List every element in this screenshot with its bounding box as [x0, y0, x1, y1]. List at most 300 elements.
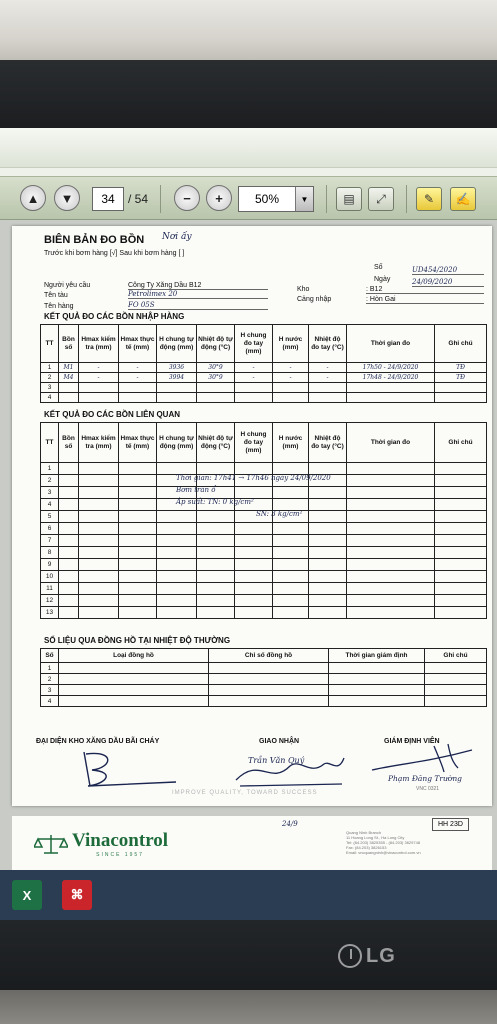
col-header: H chung đo tay (mm) [235, 423, 273, 463]
table-cell [273, 383, 309, 393]
table-cell [347, 499, 435, 511]
signature-label-delivery: GIAO NHẬN [259, 738, 300, 745]
table-cell: 4 [41, 696, 59, 707]
table-cell [59, 559, 79, 571]
table-cell [329, 696, 425, 707]
table-cell [235, 583, 273, 595]
col-header: Ghi chú [435, 325, 487, 363]
table-cell [119, 523, 157, 535]
col-header: H chung đo tay (mm) [235, 325, 273, 363]
table-cell [309, 487, 347, 499]
signature-delivery-name: Trần Văn Quý [248, 756, 305, 765]
scales-icon [34, 833, 68, 855]
col-header: Thời gian đo [347, 325, 435, 363]
brand-name: Vinacontrol [72, 830, 169, 851]
table-cell [435, 607, 487, 619]
table-cell [79, 547, 119, 559]
table-cell [157, 383, 197, 393]
col-header: Hmax kiểm tra (mm) [79, 423, 119, 463]
table-cell [435, 511, 487, 523]
table-cell [157, 523, 197, 535]
table-cell [435, 583, 487, 595]
table-cell: 1 [41, 363, 59, 373]
table-cell [197, 535, 235, 547]
toolbar-divider [406, 185, 407, 213]
table-cell [309, 559, 347, 571]
brand-since: SINCE 1957 [96, 852, 144, 858]
table-cell [79, 523, 119, 535]
zoom-value: 50% [254, 192, 280, 206]
table-cell [435, 523, 487, 535]
table-cell [235, 535, 273, 547]
table-cell [309, 511, 347, 523]
signature-label-warehouse: ĐẠI DIỆN KHO XĂNG DẦU BÃI CHÁY [36, 738, 160, 745]
address-line: 11 Hoang Long St., Ha Long City [346, 835, 405, 840]
table-cell [209, 674, 329, 685]
table-cell [235, 393, 273, 403]
related-remark-pressure: Áp suất: TN: 0 kg/cm² [176, 498, 254, 506]
table-cell: 4 [41, 393, 59, 403]
table-cell [435, 487, 487, 499]
address-line: Quang Ninh Branch [346, 830, 382, 835]
table-cell [59, 523, 79, 535]
table-cell [425, 696, 487, 707]
table-cell: 3994 [157, 373, 197, 383]
table-cell [119, 535, 157, 547]
table-cell [79, 535, 119, 547]
table-cell [119, 607, 157, 619]
table-cell [309, 607, 347, 619]
signature-label-surveyor: GIÁM ĐỊNH VIÊN [384, 738, 440, 745]
signature-delivery [230, 746, 350, 790]
table-cell: 30°9 [197, 363, 235, 373]
table-cell [435, 535, 487, 547]
address-line: Tel: (84.203) 3825355 - (84.203) 3629748 [346, 840, 421, 845]
table-cell [309, 547, 347, 559]
monitor-bezel-top [0, 60, 497, 134]
handwritten-title-note: Nơi ấy [162, 232, 192, 242]
next-page-button[interactable]: ▼ [54, 185, 80, 211]
table-row [41, 595, 487, 607]
table-cell: 13 [41, 607, 59, 619]
table-cell [435, 571, 487, 583]
table-cell: 11 [41, 583, 59, 595]
table-cell [273, 463, 309, 475]
table-row [41, 393, 487, 403]
table-cell: - [309, 363, 347, 373]
table-cell [273, 559, 309, 571]
warehouse-label: Kho [297, 286, 310, 293]
slogan-text: IMPROVE QUALITY, TOWARD SUCCESS [172, 790, 318, 796]
col-header: Bồn số [59, 423, 79, 463]
table-cell [59, 583, 79, 595]
table-cell: 3936 [157, 363, 197, 373]
port-label: Cảng nhập [297, 296, 332, 303]
document-title: BIÊN BẢN ĐO BỒN [44, 234, 145, 246]
col-header: Ghi chú [435, 423, 487, 463]
table-cell [347, 595, 435, 607]
monitor-screen [0, 128, 497, 920]
table-cell [157, 559, 197, 571]
port-value: : Hòn Gai [366, 296, 484, 304]
product-value: FO 05S [128, 301, 268, 310]
table-row [41, 363, 487, 373]
ship-name-label: Tên tàu [44, 292, 68, 299]
table-cell [157, 535, 197, 547]
related-remark-overflow: Bơm tràn ổ [176, 486, 216, 494]
table-cell [59, 685, 209, 696]
table-row [41, 607, 487, 619]
col-header: TT [41, 325, 59, 363]
table-cell [235, 487, 273, 499]
table-cell [347, 511, 435, 523]
col-header: Chỉ số đồng hồ [209, 649, 329, 663]
table-cell: 3 [41, 487, 59, 499]
ngay-label: Ngày [374, 276, 391, 283]
table-cell [197, 607, 235, 619]
table-header-row [41, 423, 487, 463]
table-row [41, 583, 487, 595]
page-total: / 54 [128, 192, 149, 206]
table-cell [119, 571, 157, 583]
col-header: Số [41, 649, 59, 663]
table-cell [235, 523, 273, 535]
table-cell [197, 393, 235, 403]
taskbar [0, 870, 497, 920]
table-cell [435, 383, 487, 393]
table-cell [197, 463, 235, 475]
table-cell: TĐ [435, 363, 487, 373]
col-header: Thời gian giám định [329, 649, 425, 663]
table-row [41, 685, 487, 696]
table-cell [435, 547, 487, 559]
table-cell [119, 583, 157, 595]
table-cell [197, 383, 235, 393]
related-tanks-table [40, 422, 487, 619]
table-cell [59, 511, 79, 523]
table-cell [273, 595, 309, 607]
table-cell [59, 674, 209, 685]
meter-table [40, 648, 487, 707]
table-cell: 8 [41, 547, 59, 559]
warehouse-value: : B12 [366, 286, 484, 294]
col-header: H nước (mm) [273, 325, 309, 363]
table-cell [309, 383, 347, 393]
table-cell [197, 547, 235, 559]
requester-value: Công Ty Xăng Dầu B12 [128, 282, 268, 290]
col-header: Hmax thực tế (mm) [119, 325, 157, 363]
pdf-toolbar [0, 176, 497, 220]
table-cell: - [273, 363, 309, 373]
table-cell [119, 475, 157, 487]
table-cell [273, 393, 309, 403]
table-cell: - [119, 363, 157, 373]
table-cell [347, 547, 435, 559]
col-header: Ghi chú [425, 649, 487, 663]
table-cell [347, 393, 435, 403]
related-remark-time: Thời gian: 17h41 → 17h46 ngày 24/09/2020 [176, 474, 331, 482]
chevron-down-icon[interactable]: ▼ [295, 187, 313, 211]
table-cell [59, 499, 79, 511]
so-label: Số [374, 264, 383, 271]
table-cell [79, 571, 119, 583]
table-cell [209, 696, 329, 707]
table-cell [309, 393, 347, 403]
col-header: H chung tự động (mm) [157, 325, 197, 363]
table-cell [235, 595, 273, 607]
table-cell [197, 571, 235, 583]
table-cell [157, 595, 197, 607]
fullscreen-icon[interactable]: ⤢ [368, 187, 394, 211]
table-cell [59, 463, 79, 475]
so-value: UD454/2020 [412, 266, 484, 275]
table-cell: 12 [41, 595, 59, 607]
table-cell [347, 463, 435, 475]
table-cell [79, 487, 119, 499]
form-code-box: HH 23D [432, 818, 469, 831]
table-cell [235, 571, 273, 583]
table-cell [119, 463, 157, 475]
col-header: Nhiệt độ tự động (°C) [197, 325, 235, 363]
table-cell [59, 487, 79, 499]
col-header: Thời gian đo [347, 423, 435, 463]
table-cell: TĐ [435, 373, 487, 383]
pdf-icon[interactable]: ⌘ [62, 880, 92, 910]
table-cell [347, 535, 435, 547]
table-row [41, 487, 487, 499]
table-cell [119, 547, 157, 559]
table-cell [347, 571, 435, 583]
requester-label: Người yêu cầu [44, 282, 91, 289]
fit-page-icon[interactable]: ▤ [336, 187, 362, 211]
table-cell: 17h50 - 24/9/2020 [347, 363, 435, 373]
table-cell [347, 487, 435, 499]
table-cell [347, 559, 435, 571]
table-cell [235, 383, 273, 393]
table-cell [59, 607, 79, 619]
desk-surface [0, 990, 497, 1024]
table-cell: - [79, 363, 119, 373]
comment-icon[interactable]: ✎ [416, 187, 442, 211]
branch-address [346, 830, 421, 855]
table-cell: 3 [41, 685, 59, 696]
table-row [41, 674, 487, 685]
table-cell: - [273, 373, 309, 383]
document-page [12, 226, 492, 806]
table-cell [59, 475, 79, 487]
table-cell [235, 607, 273, 619]
table-cell [329, 663, 425, 674]
table-header-row [41, 325, 487, 363]
table-cell [59, 547, 79, 559]
table-row [41, 463, 487, 475]
col-header: Nhiệt độ đo tay (°C) [309, 325, 347, 363]
table-cell [79, 511, 119, 523]
table-cell [157, 393, 197, 403]
col-header: Nhiệt độ tự động (°C) [197, 423, 235, 463]
table-cell [273, 547, 309, 559]
table-cell [119, 511, 157, 523]
table-cell [157, 571, 197, 583]
table-cell [119, 559, 157, 571]
table-cell: 1 [41, 663, 59, 674]
table-cell [119, 595, 157, 607]
table-row [41, 696, 487, 707]
desk-background [0, 0, 497, 68]
table-row [41, 523, 487, 535]
zoom-out-button[interactable]: − [174, 185, 200, 211]
table-cell: 4 [41, 499, 59, 511]
table-cell [273, 535, 309, 547]
table-cell [157, 463, 197, 475]
table-cell: 7 [41, 535, 59, 547]
table-cell [435, 393, 487, 403]
table-cell [309, 583, 347, 595]
table-cell [329, 685, 425, 696]
toolbar-divider [160, 185, 161, 213]
table-cell [79, 595, 119, 607]
table-cell [59, 696, 209, 707]
table-cell: M4 [59, 373, 79, 383]
section-meter-title: SỐ LIỆU QUA ĐỒNG HỒ TẠI NHIỆT ĐỘ THƯỜNG [44, 636, 231, 645]
col-header: TT [41, 423, 59, 463]
surveyor-code: VNC 0321 [416, 786, 440, 792]
table-cell [79, 559, 119, 571]
table-cell [79, 383, 119, 393]
table-cell [425, 663, 487, 674]
table-cell: 17h48 - 24/9/2020 [347, 373, 435, 383]
monitor-brand: LG [366, 944, 396, 967]
table-cell [79, 463, 119, 475]
related-remark-pressure-sn: SN: 3 kg/cm² [256, 510, 303, 518]
handwritten-date-note: 24/9 [282, 820, 298, 828]
table-cell: 2 [41, 475, 59, 487]
table-cell [425, 674, 487, 685]
table-cell [59, 595, 79, 607]
table-cell: - [235, 363, 273, 373]
table-cell [273, 583, 309, 595]
signature-surveyor [368, 742, 480, 776]
page-number-input[interactable]: 34 [92, 187, 124, 211]
table-cell [79, 583, 119, 595]
table-cell: 3 [41, 383, 59, 393]
table-row [41, 571, 487, 583]
table-cell [79, 475, 119, 487]
table-cell [309, 463, 347, 475]
table-cell: 10 [41, 571, 59, 583]
table-cell [157, 583, 197, 595]
table-header-row [41, 649, 487, 663]
table-cell [435, 559, 487, 571]
table-cell [347, 607, 435, 619]
table-cell [309, 535, 347, 547]
zoom-select[interactable] [238, 186, 314, 212]
table-cell [59, 393, 79, 403]
table-cell [435, 499, 487, 511]
table-row [41, 499, 487, 511]
table-cell [157, 511, 197, 523]
table-cell [79, 499, 119, 511]
table-row [41, 547, 487, 559]
table-cell [197, 511, 235, 523]
col-header: Hmax kiểm tra (mm) [79, 325, 119, 363]
section-import-title: KẾT QUẢ ĐO CÁC BỒN NHẬP HÀNG [44, 312, 185, 321]
excel-icon[interactable]: X [12, 880, 42, 910]
table-cell [59, 535, 79, 547]
table-cell: 1 [41, 463, 59, 475]
table-cell [235, 547, 273, 559]
table-cell [435, 463, 487, 475]
table-cell: M1 [59, 363, 79, 373]
table-cell: - [235, 373, 273, 383]
col-header: Bồn số [59, 325, 79, 363]
table-cell: 2 [41, 674, 59, 685]
table-cell [209, 663, 329, 674]
table-cell: 9 [41, 559, 59, 571]
table-cell [347, 383, 435, 393]
section-related-title: KẾT QUẢ ĐO CÁC BỒN LIÊN QUAN [44, 410, 180, 419]
monitor-logo [338, 944, 396, 968]
table-cell: - [119, 373, 157, 383]
toolbar-divider [326, 185, 327, 213]
window-title-area [0, 128, 497, 168]
product-label: Tên hàng [44, 303, 74, 310]
col-header: Hmax thực tế (mm) [119, 423, 157, 463]
signature-warehouse [76, 746, 186, 790]
table-cell: 5 [41, 511, 59, 523]
table-cell [197, 595, 235, 607]
table-cell [309, 571, 347, 583]
zoom-in-button[interactable]: + [206, 185, 232, 211]
lg-logo-icon [338, 944, 362, 968]
table-row [41, 383, 487, 393]
table-cell [347, 475, 435, 487]
table-cell [273, 499, 309, 511]
table-cell [59, 663, 209, 674]
col-header: H nước (mm) [273, 423, 309, 463]
table-cell: - [309, 373, 347, 383]
next-page-preview [12, 816, 492, 870]
table-cell [119, 383, 157, 393]
table-cell [273, 607, 309, 619]
table-cell [435, 475, 487, 487]
sign-icon[interactable]: ✍ [450, 187, 476, 211]
table-cell [79, 607, 119, 619]
table-cell: 2 [41, 373, 59, 383]
table-cell [157, 547, 197, 559]
signature-surveyor-name: Phạm Đăng Trường [388, 774, 462, 783]
table-cell [273, 523, 309, 535]
table-cell [157, 607, 197, 619]
table-cell [309, 595, 347, 607]
table-cell [347, 583, 435, 595]
table-cell [197, 523, 235, 535]
table-cell [329, 674, 425, 685]
table-cell [435, 595, 487, 607]
pumping-status: Trước khi bơm hàng [√] Sau khi bơm hàng [ ] [44, 250, 185, 257]
table-row [41, 663, 487, 674]
address-line: Email: vncquangninh@vinacontrol.com.vn [346, 850, 421, 855]
ngay-value: 24/09/2020 [412, 278, 484, 287]
table-cell [273, 571, 309, 583]
table-cell [273, 487, 309, 499]
col-header: Loại đồng hồ [59, 649, 209, 663]
previous-page-button[interactable]: ▲ [20, 185, 46, 211]
table-cell [197, 583, 235, 595]
col-header: Nhiệt độ đo tay (°C) [309, 423, 347, 463]
table-cell [235, 559, 273, 571]
table-cell [209, 685, 329, 696]
